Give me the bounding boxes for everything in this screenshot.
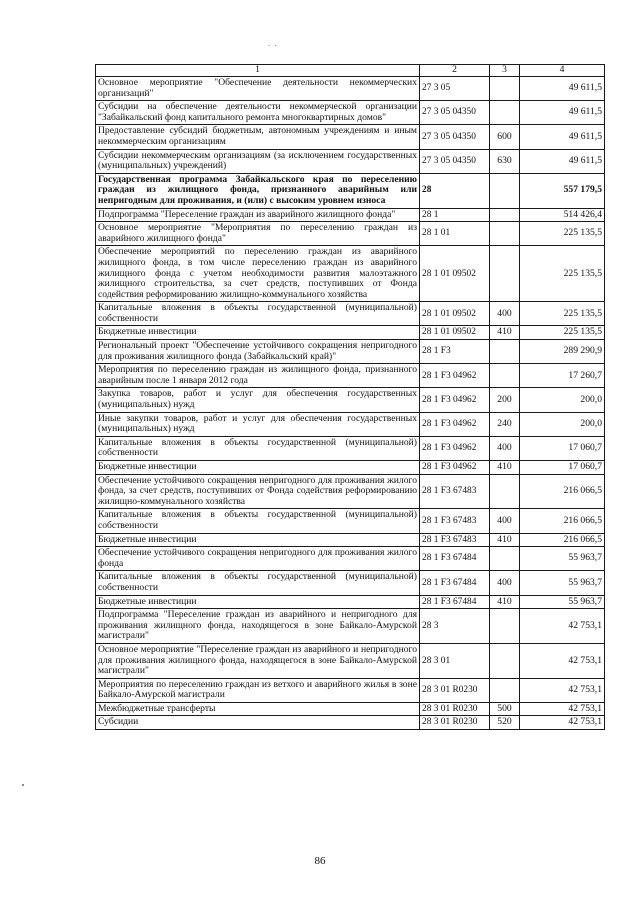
row-amount: 49 611,5	[520, 149, 605, 173]
row-description: Государственная программа Забайкальского края по переселению граждан из жилищного фонда, признанного аварийным или непригодным для проживания, и (или) с высоким уровнем износа	[96, 173, 420, 208]
row-expense-type: 400	[490, 436, 520, 460]
row-code: 28 3 01	[420, 643, 490, 678]
table-row	[96, 208, 605, 222]
row-expense-type: 400	[490, 302, 520, 326]
row-description: Закупка товаров, работ и услуг для обеспечения государственных (муниципальных) нужд	[96, 388, 420, 412]
row-expense-type	[490, 101, 520, 125]
row-description: Мероприятия по переселению граждан из жилищного фонда, признанного аварийным после 1 января 2012 года	[96, 364, 420, 388]
table-row	[96, 364, 605, 388]
table-row	[96, 173, 605, 208]
row-description: Подпрограмма "Переселение граждан из аварийного жилищного фонда"	[96, 208, 420, 222]
row-expense-type	[490, 222, 520, 246]
row-description: Обеспечение устойчивого сокращения непригодного для проживания жилого фонда	[96, 547, 420, 571]
row-amount: 216 066,5	[520, 533, 605, 547]
row-amount: 216 066,5	[520, 509, 605, 533]
row-amount: 17 060,7	[520, 461, 605, 475]
row-description: Субсидии	[96, 716, 420, 730]
row-expense-type: 410	[490, 533, 520, 547]
table-row	[96, 246, 605, 302]
column-header-3: 3	[490, 65, 520, 77]
table-row	[96, 326, 605, 340]
row-expense-type	[490, 77, 520, 101]
table-row	[96, 595, 605, 609]
row-code: 28 1 F3 67484	[420, 547, 490, 571]
row-code: 28 1 F3 04962	[420, 461, 490, 475]
row-amount: 42 753,1	[520, 678, 605, 702]
row-description: Субсидии некоммерческим организациям (за исключением государственных (муниципальных) учреждений)	[96, 149, 420, 173]
row-amount: 55 963,7	[520, 547, 605, 571]
row-code: 28 3	[420, 609, 490, 644]
row-code: 28 1 F3	[420, 340, 490, 364]
row-code: 28 1 F3 67483	[420, 533, 490, 547]
column-header-2: 2	[420, 65, 490, 77]
row-amount: 42 753,1	[520, 609, 605, 644]
row-amount: 225 135,5	[520, 302, 605, 326]
table-body	[96, 77, 605, 730]
row-amount: 514 426,4	[520, 208, 605, 222]
row-code: 27 3 05	[420, 77, 490, 101]
table-row	[96, 547, 605, 571]
table-row	[96, 509, 605, 533]
row-description: Бюджетные инвестиции	[96, 326, 420, 340]
row-code: 28 1 F3 67483	[420, 509, 490, 533]
row-description: Основное мероприятие "Мероприятия по переселению граждан из аварийного жилищного фонда"	[96, 222, 420, 246]
row-code: 28 1 F3 04962	[420, 388, 490, 412]
table-row	[96, 77, 605, 101]
row-code: 28 1	[420, 208, 490, 222]
row-expense-type: 200	[490, 388, 520, 412]
table-row	[96, 302, 605, 326]
row-code: 27 3 05 04350	[420, 149, 490, 173]
row-description: Субсидии на обеспечение деятельности некоммерческой организации "Забайкальский фонд капитального ремонта многоквартирных домов"	[96, 101, 420, 125]
row-description: Бюджетные инвестиции	[96, 595, 420, 609]
row-amount: 17 060,7	[520, 436, 605, 460]
row-expense-type	[490, 173, 520, 208]
table-row	[96, 436, 605, 460]
row-description: Бюджетные инвестиции	[96, 461, 420, 475]
row-expense-type	[490, 364, 520, 388]
column-header-1: 1	[96, 65, 420, 77]
row-description: Обеспечение устойчивого сокращения непригодного для проживания жилого фонда, за счет средств, поступивших от Фонда содействия реформированию жилищно-коммунального хозяйства	[96, 474, 420, 509]
row-amount: 557 179,5	[520, 173, 605, 208]
row-code: 28 1 F3 04962	[420, 364, 490, 388]
row-expense-type	[490, 643, 520, 678]
row-description: Капитальные вложения в объекты государственной (муниципальной) собственности	[96, 302, 420, 326]
row-code: 28 1 F3 67484	[420, 595, 490, 609]
table-row	[96, 702, 605, 716]
row-amount: 42 753,1	[520, 716, 605, 730]
table-row	[96, 222, 605, 246]
row-expense-type: 400	[490, 571, 520, 595]
row-amount: 49 611,5	[520, 77, 605, 101]
row-code: 28 1 F3 04962	[420, 436, 490, 460]
row-code: 28 1 01 09502	[420, 302, 490, 326]
table-row	[96, 461, 605, 475]
row-description: Мероприятия по переселению граждан из ветхого и аварийного жилья в зоне Байкало-Амурской магистрали	[96, 678, 420, 702]
table-row	[96, 474, 605, 509]
row-expense-type: 600	[490, 125, 520, 149]
table-row	[96, 643, 605, 678]
row-expense-type: 630	[490, 149, 520, 173]
row-description: Основное мероприятие "Обеспечение деятельности некоммерческих организаций"	[96, 77, 420, 101]
row-amount: 225 135,5	[520, 222, 605, 246]
row-amount: 49 611,5	[520, 125, 605, 149]
row-amount: 42 753,1	[520, 643, 605, 678]
row-code: 28 3 01 R0230	[420, 716, 490, 730]
table-row	[96, 678, 605, 702]
table-row	[96, 609, 605, 644]
row-description: Предоставление субсидий бюджетным, автономным учреждениям и иным некоммерческим организациям	[96, 125, 420, 149]
row-description: Основное мероприятие "Переселение граждан из аварийного и непригодного для проживания жилищного фонда, находящегося в зоне Байкало-Амурской магистрали"	[96, 643, 420, 678]
row-code: 28 1 F3 04962	[420, 412, 490, 436]
row-expense-type	[490, 208, 520, 222]
row-description: Капитальные вложения в объекты государственной (муниципальной) собственности	[96, 571, 420, 595]
row-amount: 17 260,7	[520, 364, 605, 388]
table-row	[96, 340, 605, 364]
row-amount: 289 290,9	[520, 340, 605, 364]
row-expense-type	[490, 547, 520, 571]
row-amount: 55 963,7	[520, 595, 605, 609]
table-row	[96, 716, 605, 730]
row-code: 27 3 05 04350	[420, 125, 490, 149]
row-description: Капитальные вложения в объекты государственной (муниципальной) собственности	[96, 509, 420, 533]
row-expense-type: 400	[490, 509, 520, 533]
table-row	[96, 149, 605, 173]
row-expense-type	[490, 678, 520, 702]
row-code: 28 1 01 09502	[420, 246, 490, 302]
row-code: 28	[420, 173, 490, 208]
row-description: Бюджетные инвестиции	[96, 533, 420, 547]
row-amount: 200,0	[520, 388, 605, 412]
row-amount: 42 753,1	[520, 702, 605, 716]
row-description: Региональный проект "Обеспечение устойчивого сокращения непригодного для проживания жилищного фонда (Забайкальский край)"	[96, 340, 420, 364]
row-description: Капитальные вложения в объекты государственной (муниципальной) собственности	[96, 436, 420, 460]
budget-table	[95, 64, 605, 730]
row-expense-type: 410	[490, 595, 520, 609]
table-row	[96, 125, 605, 149]
row-code: 28 1 01 09502	[420, 326, 490, 340]
row-expense-type	[490, 474, 520, 509]
row-amount: 55 963,7	[520, 571, 605, 595]
row-amount: 225 135,5	[520, 326, 605, 340]
table-header-row	[96, 65, 605, 77]
row-expense-type: 410	[490, 461, 520, 475]
row-description: Межбюджетные трансферты	[96, 702, 420, 716]
row-code: 28 3 01 R0230	[420, 702, 490, 716]
table-row	[96, 571, 605, 595]
row-description: Иные закупки товаров, работ и услуг для обеспечения государственных (муниципальных) нужд	[96, 412, 420, 436]
row-amount: 225 135,5	[520, 246, 605, 302]
row-code: 27 3 05 04350	[420, 101, 490, 125]
table-row	[96, 388, 605, 412]
scan-speck	[22, 784, 24, 786]
table-row	[96, 412, 605, 436]
row-description: Обеспечение мероприятий по переселению граждан из аварийного жилищного фонда, в том числе переселению граждан из аварийного жилищного фонда с учетом необходимости развития малоэтажного жилищного строительства, за счет средств, поступивших от Фонда содействия реформированию жилищно-коммунального хозяйства	[96, 246, 420, 302]
row-amount: 200,0	[520, 412, 605, 436]
row-expense-type: 500	[490, 702, 520, 716]
row-expense-type: 410	[490, 326, 520, 340]
row-code: 28 1 F3 67483	[420, 474, 490, 509]
scan-marks: . .	[268, 38, 278, 48]
row-expense-type	[490, 246, 520, 302]
row-amount: 49 611,5	[520, 101, 605, 125]
row-code: 28 3 01 R0230	[420, 678, 490, 702]
row-expense-type	[490, 340, 520, 364]
row-expense-type: 240	[490, 412, 520, 436]
row-expense-type	[490, 609, 520, 644]
table-row	[96, 101, 605, 125]
row-amount: 216 066,5	[520, 474, 605, 509]
row-expense-type: 520	[490, 716, 520, 730]
row-code: 28 1 F3 67484	[420, 571, 490, 595]
table-row	[96, 533, 605, 547]
column-header-4: 4	[520, 65, 605, 77]
row-description: Подпрограмма "Переселение граждан из аварийного и непригодного для проживания жилищного фонда, находящегося в зоне Байкало-Амурской магистрали"	[96, 609, 420, 644]
page-number: 86	[314, 855, 326, 867]
row-code: 28 1 01	[420, 222, 490, 246]
